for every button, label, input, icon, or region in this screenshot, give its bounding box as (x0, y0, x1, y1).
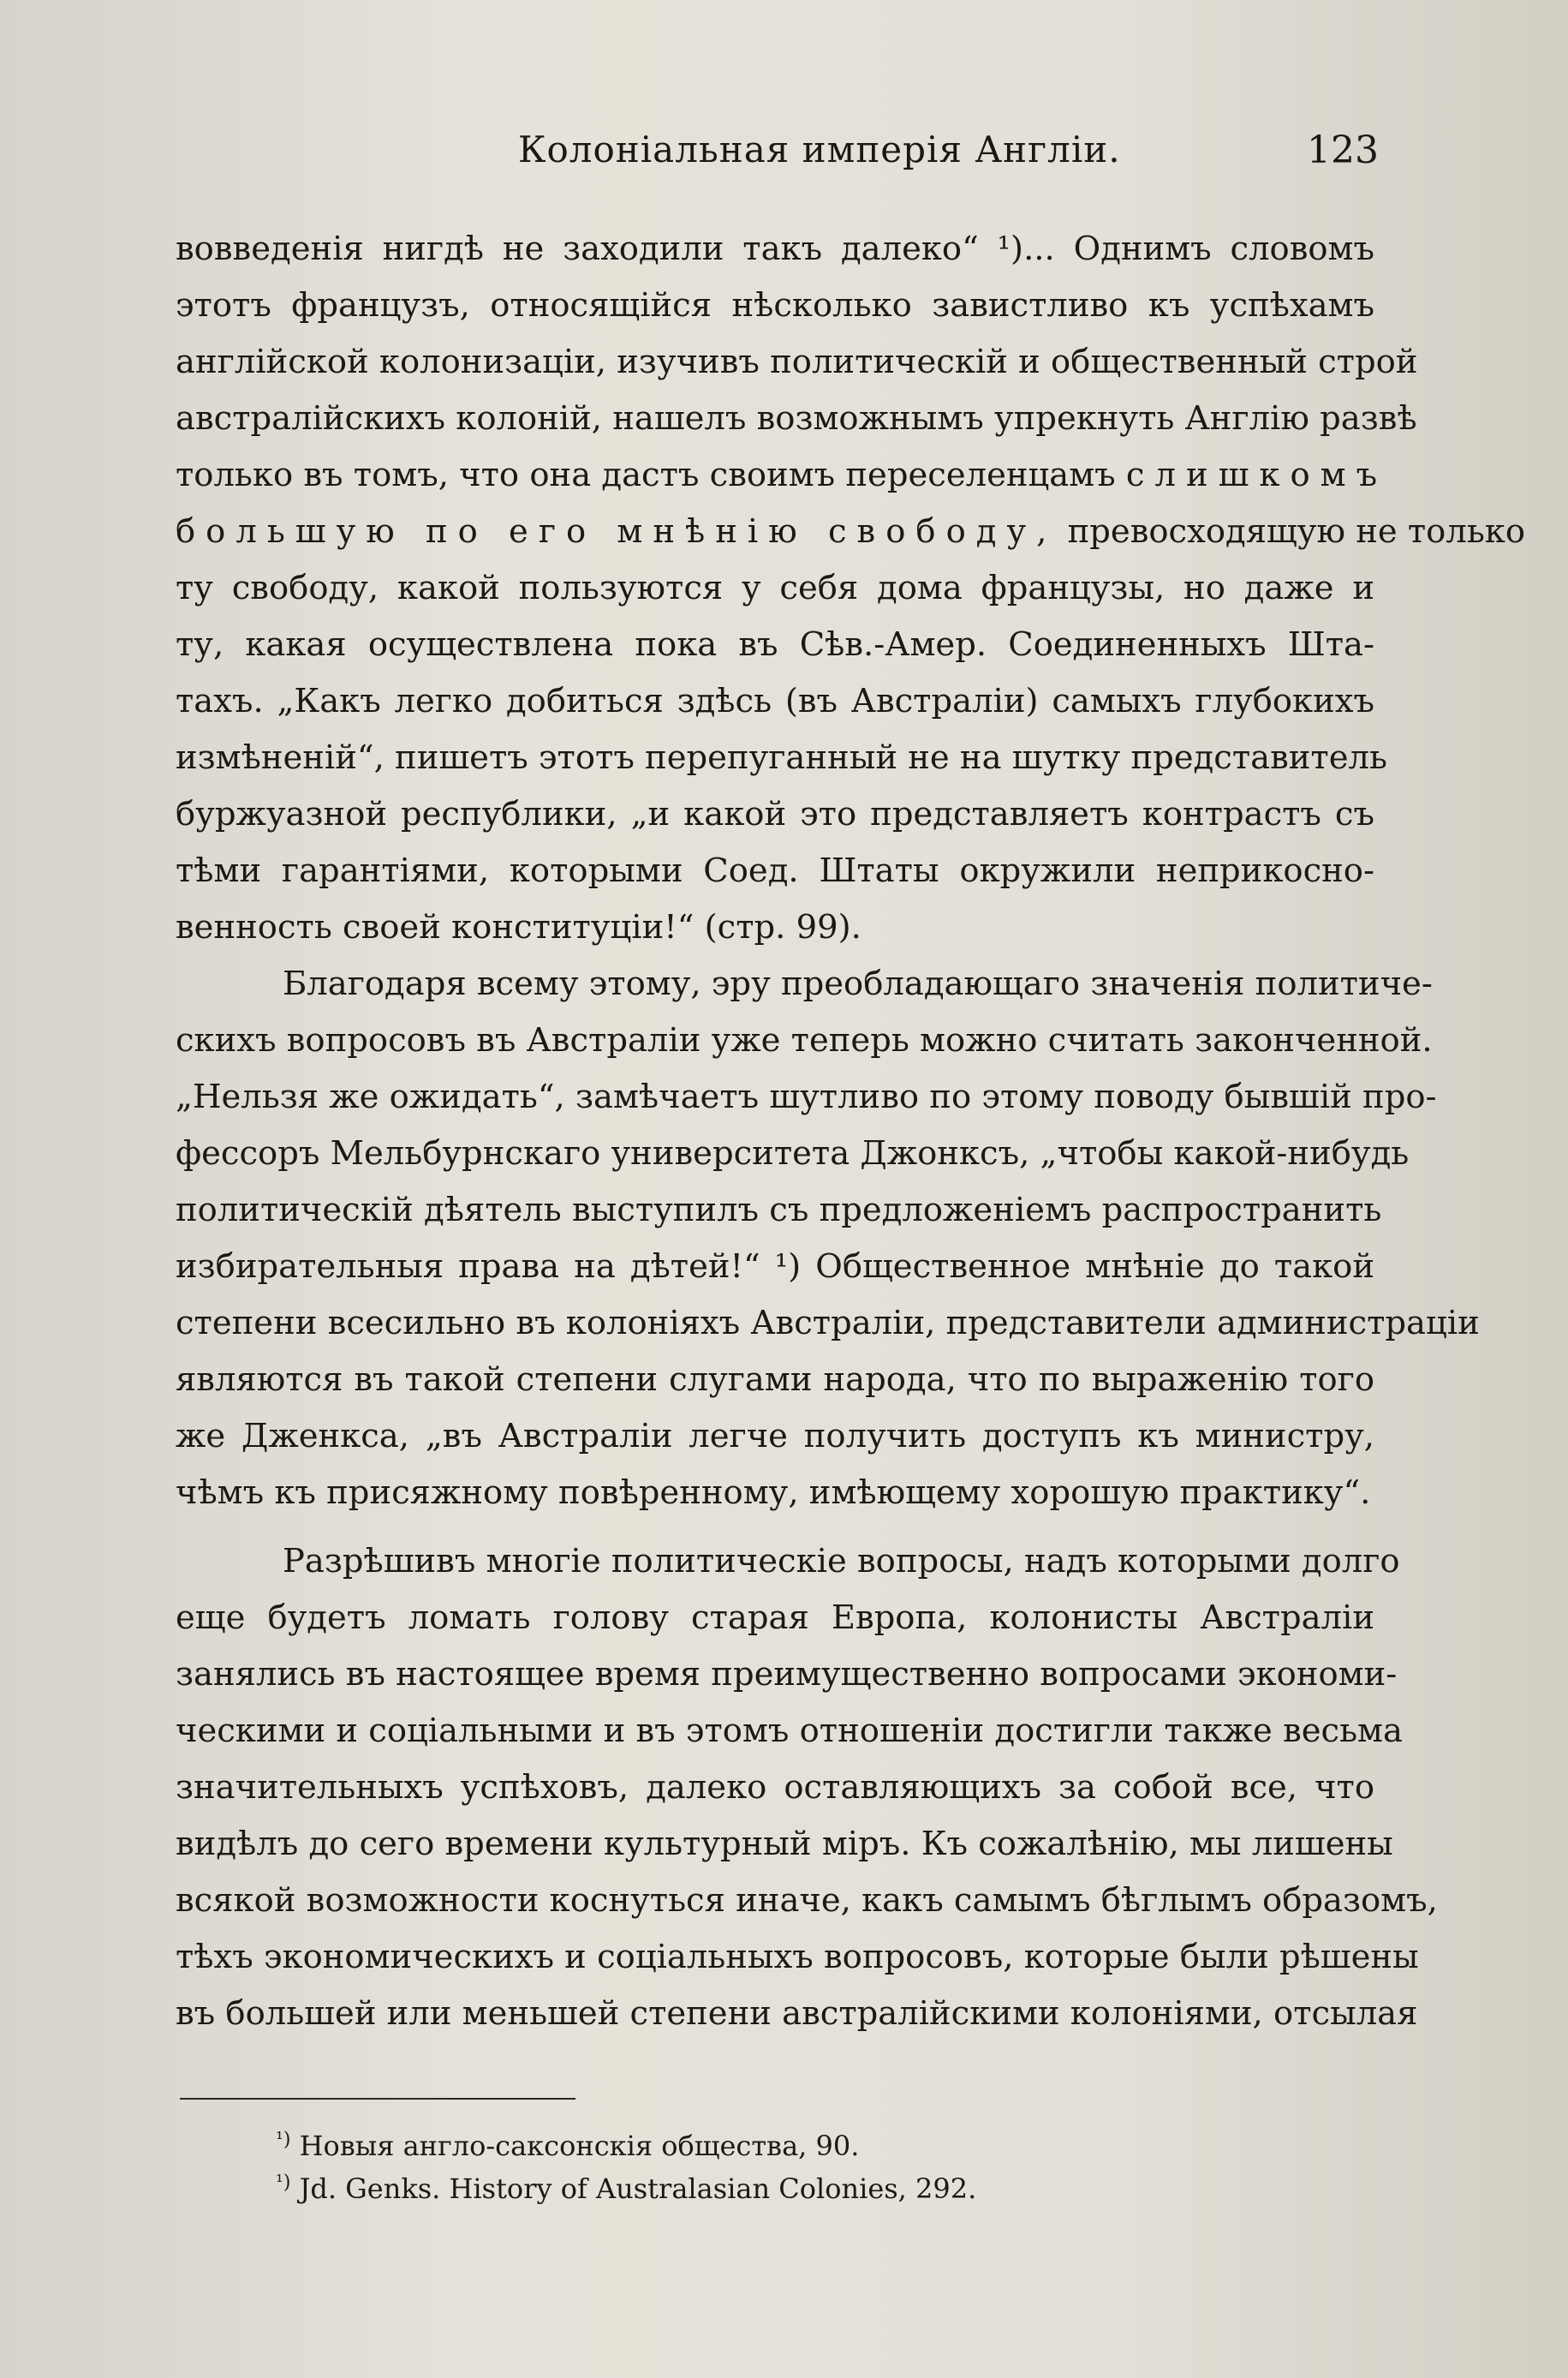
text-line: тахъ. „Какъ легко добиться здѣсь (въ Австраліи) самыхъ глубокихъ (176, 682, 1374, 720)
footnote (276, 2124, 1218, 2167)
running-head (171, 128, 1379, 188)
text-line: этотъ французъ, относящійся нѣсколько завистливо къ успѣхамъ (176, 286, 1374, 325)
text-segment: превосходящую не только (1067, 512, 1526, 551)
text-line: избирательныя права на дѣтей!“ ¹) Общественное мнѣніе до такой (176, 1247, 1374, 1286)
footnotes (276, 2124, 1218, 2210)
text-line: видѣлъ до сего времени культурный міръ. Къ сожалѣнію, мы лишены (176, 1825, 1393, 1863)
text-line: скихъ вопросовъ въ Австраліи уже теперь можно считать законченной. (176, 1021, 1433, 1060)
text-line: степени всесильно въ колоніяхъ Австраліи, представители администраціи (176, 1304, 1480, 1342)
text-line: фессоръ Мельбурнскаго университета Джонксъ, „чтобы какой-нибудь (176, 1134, 1410, 1173)
text-line: англійской колонизаціи, изучивъ политическій и общественный строй (176, 343, 1418, 381)
text-segment: только въ томъ, что она дастъ своимъ переселенцамъ (176, 456, 1116, 494)
text-line: Благодаря всему этому, эру преобладающаго значенія политиче- (283, 965, 1433, 1003)
page-number: 123 (1307, 128, 1379, 172)
footnote-text: Jd. Genks. History of Australasian Colonies, 292. (299, 2172, 977, 2205)
emphasized-text: слишкомъ (1125, 456, 1388, 494)
footnote (276, 2167, 1218, 2210)
text-line: политическій дѣятель выступилъ съ предложеніемъ распространить (176, 1191, 1382, 1229)
running-title: Колоніальная имперія Англіи. (518, 128, 1121, 170)
text-line: „Нельзя же ожидать“, замѣчаетъ шутливо по этому поводу бывшій про- (176, 1078, 1437, 1116)
text-line: занялись въ настоящее время преимущественно вопросами экономи- (176, 1655, 1398, 1694)
text-line: ческими и соціальными и въ этомъ отношеніи достигли также весьма (176, 1712, 1403, 1750)
text-line: измѣненій“, пишетъ этотъ перепуганный не на шутку представитель (176, 738, 1387, 777)
emphasized-text: большую по его мнѣнію свободу, (176, 512, 1058, 551)
text-line: являются въ такой степени слугами народа, что по выраженію того (176, 1360, 1374, 1399)
text-line: буржуазной республики, „и какой это представляетъ контрастъ съ (176, 795, 1374, 833)
footnote-mark: ¹) (276, 2129, 291, 2151)
text-line: чѣмъ къ присяжному повѣренному, имѣющему хорошую практику“. (176, 1473, 1371, 1512)
text-line: еще будетъ ломать голову старая Европа, колонисты Австраліи (176, 1598, 1374, 1637)
text-line: въ большей или меньшей степени австралійскими колоніями, отсылая (176, 1994, 1418, 2033)
paragraph-gap (176, 1521, 1374, 1533)
footnote-rule (180, 2098, 575, 2100)
text-line (176, 504, 1526, 560)
body-text (176, 221, 1526, 2042)
text-line: значительныхъ успѣховъ, далеко оставляющихъ за собой все, что (176, 1768, 1374, 1807)
text-line: тѣми гарантіями, которыми Соед. Штаты окружили неприкосно- (176, 851, 1374, 890)
text-line: же Дженкса, „въ Австраліи легче получить доступъ къ министру, (176, 1417, 1374, 1455)
footnote-mark: ¹) (276, 2172, 291, 2194)
text-line: тѣхъ экономическихъ и соціальныхъ вопросовъ, которые были рѣшены (176, 1938, 1419, 1976)
footnote-text: Новыя англо-саксонскія общества, 90. (299, 2130, 860, 2162)
text-line: ту свободу, какой пользуются у себя дома французы, но даже и (176, 569, 1374, 607)
text-line: всякой возможности коснуться иначе, какъ самымъ бѣглымъ образомъ, (176, 1881, 1438, 1920)
text-line: ту, какая осуществлена пока въ Сѣв.-Амер. Соединенныхъ Шта- (176, 625, 1374, 664)
text-line: вовведенія нигдѣ не заходили такъ далеко“ ¹)... Однимъ словомъ (176, 230, 1374, 268)
text-line (176, 447, 1388, 504)
text-line: австралійскихъ колоній, нашелъ возможнымъ упрекнуть Англію развѣ (176, 399, 1417, 438)
text-line: Разрѣшивъ многіе политическіе вопросы, надъ которыми долго (283, 1542, 1400, 1580)
text-line: венность своей конституціи!“ (стр. 99). (176, 908, 862, 947)
